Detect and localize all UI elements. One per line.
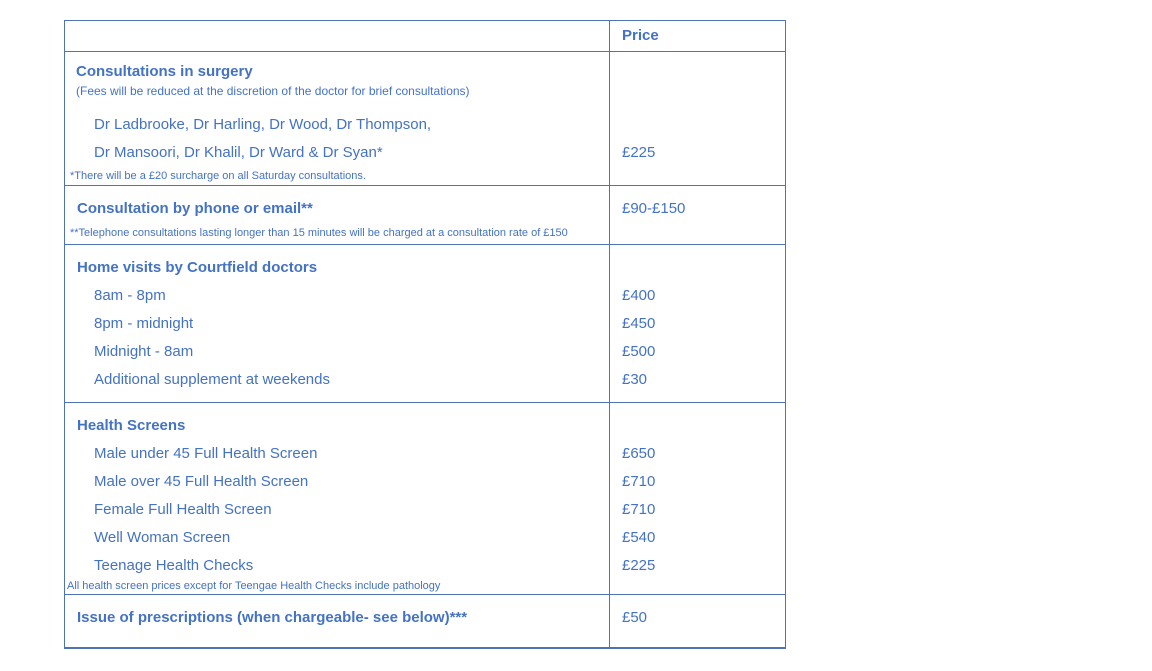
- health-screens-row: [65, 402, 785, 594]
- health-screen-label: Teenage Health Checks: [94, 557, 254, 574]
- prescriptions-desc-cell: [65, 595, 610, 647]
- health-screen-price: £710: [622, 473, 656, 490]
- health-screen-price: £225: [622, 557, 656, 574]
- health-screen-price: £650: [622, 445, 656, 462]
- health-screen-label: Female Full Health Screen: [94, 501, 272, 518]
- surgery-note: *There will be a £20 surcharge on all Saturday consultations.: [70, 170, 366, 182]
- prescriptions-title: Issue of prescriptions (when chargeable- see below)***: [77, 609, 468, 626]
- health-screen-label: Well Woman Screen: [94, 529, 231, 546]
- price-column-header: Price: [622, 27, 659, 44]
- surgery-row: [65, 51, 785, 185]
- phone-title: Consultation by phone or email**: [77, 200, 313, 217]
- surgery-price: £225: [622, 144, 656, 161]
- health-screen-label: Male over 45 Full Health Screen: [94, 473, 309, 490]
- home-visits-desc-cell: [65, 245, 610, 402]
- prescriptions-row: [65, 594, 785, 647]
- home-visit-price: £500: [622, 343, 656, 360]
- phone-price: £90-£150: [622, 200, 686, 217]
- health-screens-title: Health Screens: [77, 417, 186, 434]
- health-screen-label: Male under 45 Full Health Screen: [94, 445, 318, 462]
- phone-desc-cell: [65, 186, 610, 244]
- home-visit-label: 8am - 8pm: [94, 287, 166, 304]
- header-desc-cell: [65, 21, 610, 51]
- header-row: [65, 21, 785, 51]
- phone-note: **Telephone consultations lasting longer than 15 minutes will be charged at a consultation rate of £150: [70, 227, 568, 239]
- surgery-doctors-line1: Dr Ladbrooke, Dr Harling, Dr Wood, Dr Thompson,: [94, 116, 432, 133]
- phone-row: [65, 185, 785, 244]
- prescriptions-price-cell: [610, 595, 785, 647]
- home-visit-price: £450: [622, 315, 656, 332]
- health-screens-desc-cell: [65, 403, 610, 594]
- header-price-cell: [610, 21, 785, 51]
- surgery-price-cell: [610, 52, 785, 185]
- surgery-subtitle: (Fees will be reduced at the discretion of the doctor for brief consultations): [76, 84, 470, 98]
- home-visit-label: Midnight - 8am: [94, 343, 194, 360]
- health-screens-note: All health screen prices except for Teengae Health Checks include pathology: [67, 580, 441, 592]
- phone-price-cell: [610, 186, 785, 244]
- prescriptions-price: £50: [622, 609, 648, 626]
- fee-table: [64, 20, 786, 649]
- surgery-doctors-line2: Dr Mansoori, Dr Khalil, Dr Ward & Dr Syan*: [94, 144, 383, 161]
- surgery-desc-cell: [65, 52, 610, 185]
- home-visit-label: Additional supplement at weekends: [94, 371, 330, 388]
- home-visit-label: 8pm - midnight: [94, 315, 194, 332]
- home-visit-price: £400: [622, 287, 656, 304]
- health-screen-price: £710: [622, 501, 656, 518]
- home-visits-price-cell: [610, 245, 785, 402]
- home-visit-price: £30: [622, 371, 648, 388]
- home-visits-title: Home visits by Courtfield doctors: [77, 259, 318, 276]
- home-visits-row: [65, 244, 785, 402]
- health-screen-price: £540: [622, 529, 656, 546]
- health-screens-price-cell: [610, 403, 785, 594]
- surgery-title: Consultations in surgery: [76, 63, 253, 80]
